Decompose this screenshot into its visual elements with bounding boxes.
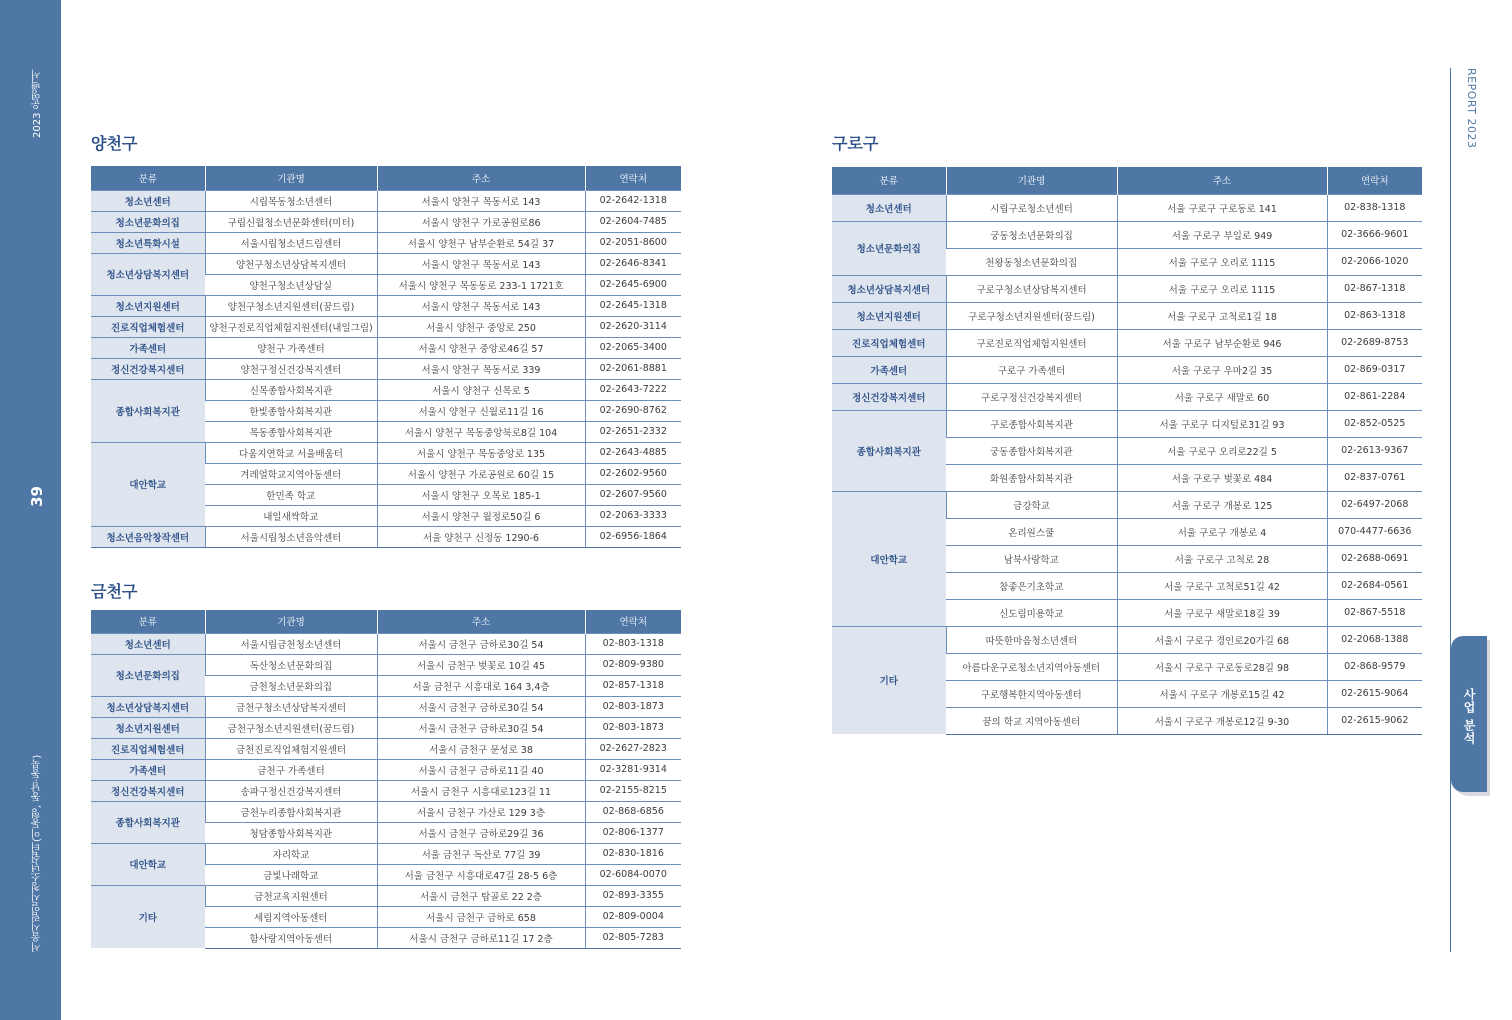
table-geumcheon — [91, 610, 681, 949]
table-row — [91, 316, 681, 337]
name-cell: 양천구 가족센터 — [205, 337, 377, 358]
name-cell: 구로구청소년지원센터(꿈드림) — [946, 302, 1117, 329]
phone-cell: 02-803-1873 — [585, 696, 681, 717]
category-cell: 가족센터 — [832, 356, 946, 383]
address-cell: 서울 구로구 디지털로31길 93 — [1117, 410, 1327, 437]
address-cell: 서울시 양천구 중앙로 250 — [377, 316, 585, 337]
table-header-row — [91, 610, 681, 633]
address-cell: 서울 금천구 시흥대로 164 3,4층 — [377, 675, 585, 696]
address-cell: 서울시 양천구 신목로 5 — [377, 379, 585, 400]
category-cell: 가족센터 — [91, 337, 205, 358]
name-cell: 따뜻한마음청소년센터 — [946, 626, 1117, 653]
address-cell: 서울시 양천구 월정로50길 6 — [377, 505, 585, 526]
table-row — [91, 253, 681, 274]
name-cell: 구로행복한지역아동센터 — [946, 680, 1117, 707]
phone-cell: 02-806-1377 — [585, 822, 681, 843]
category-cell: 청소년지원센터 — [91, 295, 205, 316]
name-cell: 서울시립청소년드림센터 — [205, 232, 377, 253]
phone-cell: 02-857-1318 — [585, 675, 681, 696]
address-cell: 서울 구로구 부일로 949 — [1117, 221, 1327, 248]
category-cell: 청소년음악창작센터 — [91, 526, 205, 547]
table-row — [91, 526, 681, 547]
name-cell: 금천구 가족센터 — [205, 759, 377, 780]
phone-cell: 02-869-0317 — [1327, 356, 1422, 383]
phone-cell: 02-2615-9064 — [1327, 680, 1422, 707]
category-cell: 가족센터 — [91, 759, 205, 780]
address-cell: 서울 금천구 독산로 77길 39 — [377, 843, 585, 864]
category-cell: 정신건강복지센터 — [832, 383, 946, 410]
table-row — [832, 626, 1422, 653]
divider-line — [1450, 68, 1451, 952]
phone-cell: 02-2651-2332 — [585, 421, 681, 442]
table-row — [91, 379, 681, 400]
address-cell: 서울시 양천구 목동서로 339 — [377, 358, 585, 379]
address-cell: 서울 구로구 남부순환로 946 — [1117, 329, 1327, 356]
category-cell: 청소년지원센터 — [91, 717, 205, 738]
address-cell: 서울 구로구 고척로1길 18 — [1117, 302, 1327, 329]
table-header-row — [91, 166, 681, 190]
address-cell: 서울시 구로구 구로동로28길 98 — [1117, 653, 1327, 680]
address-cell: 서울 구로구 우마2길 35 — [1117, 356, 1327, 383]
side-tab-label: 사업 분석 — [1462, 688, 1476, 746]
name-cell: 겨레얼학교지역아동센터 — [205, 463, 377, 484]
name-cell: 양천구청소년지원센터(꿈드림) — [205, 295, 377, 316]
phone-cell: 02-2645-1318 — [585, 295, 681, 316]
address-cell: 서울 구로구 새말로 60 — [1117, 383, 1327, 410]
address-cell: 서울시 양천구 오목로 185-1 — [377, 484, 585, 505]
address-cell: 서울 구로구 오리로22길 5 — [1117, 437, 1327, 464]
phone-cell: 02-868-9579 — [1327, 653, 1422, 680]
table-row — [91, 738, 681, 759]
name-cell: 금천진로직업체험지원센터 — [205, 738, 377, 759]
phone-cell: 02-2627-2823 — [585, 738, 681, 759]
address-cell: 서울 구로구 벚꽃로 484 — [1117, 464, 1327, 491]
name-cell: 신목종합사회복지관 — [205, 379, 377, 400]
name-cell: 천왕동청소년문화의집 — [946, 248, 1117, 275]
name-cell: 금빛나래학교 — [205, 864, 377, 885]
category-cell: 종합사회복지관 — [91, 379, 205, 442]
phone-cell: 02-2607-9560 — [585, 484, 681, 505]
name-cell: 서울시립금천청소년센터 — [205, 633, 377, 654]
category-cell: 청소년특화시설 — [91, 232, 205, 253]
category-cell: 청소년상담복지센터 — [91, 696, 205, 717]
phone-cell: 02-2645-6900 — [585, 274, 681, 295]
phone-cell: 02-2646-8341 — [585, 253, 681, 274]
address-cell: 서울시 금천구 금하로29길 36 — [377, 822, 585, 843]
table-row — [91, 337, 681, 358]
address-cell: 서울시 금천구 금하로11길 40 — [377, 759, 585, 780]
address-cell: 서울 구로구 구로동로 141 — [1117, 194, 1327, 221]
category-cell: 청소년센터 — [91, 190, 205, 211]
table-row — [91, 780, 681, 801]
table-row — [832, 383, 1422, 410]
address-cell: 서울시 양천구 목동중앙북로8길 104 — [377, 421, 585, 442]
table-row — [91, 633, 681, 654]
address-cell: 서울시 양천구 목동서로 143 — [377, 295, 585, 316]
category-cell: 정신건강복지센터 — [91, 780, 205, 801]
category-cell: 기타 — [832, 626, 946, 734]
address-cell: 서울시 금천구 금하로11길 17 2층 — [377, 927, 585, 948]
table-row — [91, 717, 681, 738]
table-row — [91, 696, 681, 717]
address-cell: 서울시 구로구 개봉로12길 9-30 — [1117, 707, 1327, 734]
name-cell: 구로종합사회복지관 — [946, 410, 1117, 437]
name-cell: 구로구정신건강복지센터 — [946, 383, 1117, 410]
address-cell: 서울시 금천구 금하로30길 54 — [377, 717, 585, 738]
phone-cell: 02-2155-8215 — [585, 780, 681, 801]
phone-cell: 02-838-1318 — [1327, 194, 1422, 221]
phone-cell: 02-2642-1318 — [585, 190, 681, 211]
header-name: 기관명 — [205, 166, 377, 190]
address-cell: 서울 구로구 고척로51길 42 — [1117, 572, 1327, 599]
table-row — [91, 232, 681, 253]
phone-cell: 02-2689-8753 — [1327, 329, 1422, 356]
phone-cell: 02-837-0761 — [1327, 464, 1422, 491]
address-cell: 서울 구로구 오리로 1115 — [1117, 248, 1327, 275]
table-row — [832, 302, 1422, 329]
name-cell: 구로구청소년상담복지센터 — [946, 275, 1117, 302]
name-cell: 양천구청소년상담복지센터 — [205, 253, 377, 274]
category-cell: 종합사회복지관 — [91, 801, 205, 843]
table-row — [91, 843, 681, 864]
category-cell: 정신건강복지센터 — [91, 358, 205, 379]
name-cell: 한빛종합사회복지관 — [205, 400, 377, 421]
year-title: 2023 운영백서 — [32, 69, 43, 138]
header-name: 기관명 — [946, 167, 1117, 194]
name-cell: 꿈의 학교 지역아동센터 — [946, 707, 1117, 734]
table-row — [832, 491, 1422, 518]
address-cell: 서울시 금천구 탑골로 22 2층 — [377, 885, 585, 906]
table-row — [832, 275, 1422, 302]
header-address: 주소 — [1117, 167, 1327, 194]
header-category: 분류 — [91, 610, 205, 633]
name-cell: 구로구 가족센터 — [946, 356, 1117, 383]
category-cell: 청소년문화의집 — [91, 211, 205, 232]
address-cell: 서울 구로구 새말로18길 39 — [1117, 599, 1327, 626]
address-cell: 서울 구로구 오리로 1115 — [1117, 275, 1327, 302]
category-cell: 청소년지원센터 — [832, 302, 946, 329]
address-cell: 서울시 금천구 가산로 129 3층 — [377, 801, 585, 822]
address-cell: 서울시 구로구 경인로20가길 68 — [1117, 626, 1327, 653]
address-cell: 서울시 금천구 벚꽃로 10길 45 — [377, 654, 585, 675]
name-cell: 신도림미용학교 — [946, 599, 1117, 626]
name-cell: 구립신월청소년문화센터(미터) — [205, 211, 377, 232]
phone-cell: 02-2065-3400 — [585, 337, 681, 358]
header-phone: 연락처 — [585, 166, 681, 190]
phone-cell: 02-863-1318 — [1327, 302, 1422, 329]
org-title: 서울시립일시청소년쉼터(이동형, 동남·동북) — [32, 754, 43, 952]
phone-cell: 02-2684-0561 — [1327, 572, 1422, 599]
phone-cell: 02-2068-1388 — [1327, 626, 1422, 653]
name-cell: 궁동종합사회복지관 — [946, 437, 1117, 464]
category-cell: 청소년문화의집 — [832, 221, 946, 275]
address-cell: 서울시 양천구 목동서로 143 — [377, 253, 585, 274]
address-cell: 서울시 금천구 금하로30길 54 — [377, 696, 585, 717]
category-cell: 진로직업체험센터 — [91, 738, 205, 759]
phone-cell: 02-852-0525 — [1327, 410, 1422, 437]
name-cell: 청담종합사회복지관 — [205, 822, 377, 843]
address-cell: 서울시 금천구 금하로30길 54 — [377, 633, 585, 654]
category-cell: 대안학교 — [832, 491, 946, 626]
phone-cell: 02-2051-8600 — [585, 232, 681, 253]
header-category: 분류 — [832, 167, 946, 194]
table-row — [832, 410, 1422, 437]
phone-cell: 02-805-7283 — [585, 927, 681, 948]
header-address: 주소 — [377, 166, 585, 190]
table-header-row — [832, 167, 1422, 194]
name-cell: 남북사랑학교 — [946, 545, 1117, 572]
phone-cell: 02-867-1318 — [1327, 275, 1422, 302]
category-cell: 대안학교 — [91, 442, 205, 526]
name-cell: 시립구로청소년센터 — [946, 194, 1117, 221]
phone-cell: 02-2688-0691 — [1327, 545, 1422, 572]
table-row — [91, 358, 681, 379]
header-address: 주소 — [377, 610, 585, 633]
category-cell: 청소년문화의집 — [91, 654, 205, 696]
phone-cell: 02-2620-3114 — [585, 316, 681, 337]
address-cell: 서울시 양천구 목동서로 143 — [377, 190, 585, 211]
category-cell: 대안학교 — [91, 843, 205, 885]
side-tab[interactable] — [1451, 636, 1487, 792]
address-cell: 서울 구로구 개봉로 4 — [1117, 518, 1327, 545]
address-cell: 서울시 양천구 가로공원로86 — [377, 211, 585, 232]
table-row — [91, 442, 681, 463]
phone-cell: 02-861-2284 — [1327, 383, 1422, 410]
table-row — [832, 356, 1422, 383]
name-cell: 자리학교 — [205, 843, 377, 864]
category-cell: 청소년센터 — [832, 194, 946, 221]
table-row — [91, 211, 681, 232]
phone-cell: 02-6084-0070 — [585, 864, 681, 885]
name-cell: 시립목동청소년센터 — [205, 190, 377, 211]
address-cell: 서울시 양천구 목동중앙로 135 — [377, 442, 585, 463]
table-row — [91, 801, 681, 822]
phone-cell: 02-3281-9314 — [585, 759, 681, 780]
phone-cell: 02-2643-7222 — [585, 379, 681, 400]
category-cell: 기타 — [91, 885, 205, 948]
table-yangcheon — [91, 166, 681, 548]
phone-cell: 070-4477-6636 — [1327, 518, 1422, 545]
name-cell: 내일새싹학교 — [205, 505, 377, 526]
table-row — [832, 329, 1422, 356]
category-cell: 종합사회복지관 — [832, 410, 946, 491]
phone-cell: 02-2643-4885 — [585, 442, 681, 463]
phone-cell: 02-2602-9560 — [585, 463, 681, 484]
name-cell: 독산청소년문화의집 — [205, 654, 377, 675]
header-category: 분류 — [91, 166, 205, 190]
name-cell: 양천구정신건강복지센터 — [205, 358, 377, 379]
phone-cell: 02-2613-9367 — [1327, 437, 1422, 464]
phone-cell: 02-2615-9062 — [1327, 707, 1422, 734]
address-cell: 서울시 양천구 가로공원로 60길 15 — [377, 463, 585, 484]
table-row — [91, 295, 681, 316]
address-cell: 서울시 양천구 중앙로46길 57 — [377, 337, 585, 358]
name-cell: 온리원스쿨 — [946, 518, 1117, 545]
name-cell: 구로진로직업체험지원센터 — [946, 329, 1117, 356]
address-cell: 서울 양천구 신정동 1290-6 — [377, 526, 585, 547]
name-cell: 함사랑지역아동센터 — [205, 927, 377, 948]
address-cell: 서울시 금천구 문성로 38 — [377, 738, 585, 759]
category-cell: 청소년상담복지센터 — [91, 253, 205, 295]
name-cell: 금천누리종합사회복지관 — [205, 801, 377, 822]
header-name: 기관명 — [205, 610, 377, 633]
address-cell: 서울 금천구 시흥대로47길 28-5 6층 — [377, 864, 585, 885]
header-phone: 연락처 — [585, 610, 681, 633]
address-cell: 서울 구로구 개봉로 125 — [1117, 491, 1327, 518]
name-cell: 금천청소년문화의집 — [205, 675, 377, 696]
table-row — [91, 759, 681, 780]
table-row — [91, 885, 681, 906]
address-cell: 서울 구로구 고척로 28 — [1117, 545, 1327, 572]
table-guro — [832, 167, 1422, 735]
phone-cell: 02-2066-1020 — [1327, 248, 1422, 275]
name-cell: 서울시립청소년음악센터 — [205, 526, 377, 547]
phone-cell: 02-2690-8762 — [585, 400, 681, 421]
phone-cell: 02-809-0004 — [585, 906, 681, 927]
address-cell: 서울시 양천구 신월로11길 16 — [377, 400, 585, 421]
report-label: REPORT 2023 — [1465, 68, 1478, 149]
name-cell: 목동종합사회복지관 — [205, 421, 377, 442]
table-row — [832, 194, 1422, 221]
table-row — [91, 654, 681, 675]
section-title-yangcheon: 양천구 — [91, 134, 138, 153]
category-cell: 청소년상담복지센터 — [832, 275, 946, 302]
category-cell: 청소년센터 — [91, 633, 205, 654]
phone-cell: 02-2061-8881 — [585, 358, 681, 379]
address-cell: 서울시 양천구 남부순환로 54길 37 — [377, 232, 585, 253]
page-number: 39 — [28, 486, 46, 507]
phone-cell: 02-2604-7485 — [585, 211, 681, 232]
phone-cell: 02-809-9380 — [585, 654, 681, 675]
name-cell: 세림지역아동센터 — [205, 906, 377, 927]
category-cell: 진로직업체험센터 — [832, 329, 946, 356]
section-title-guro: 구로구 — [832, 134, 879, 153]
name-cell: 금천구청소년지원센터(꿈드림) — [205, 717, 377, 738]
phone-cell: 02-3666-9601 — [1327, 221, 1422, 248]
phone-cell: 02-6956-1864 — [585, 526, 681, 547]
name-cell: 양천구진로직업체험지원센터(내일그림) — [205, 316, 377, 337]
phone-cell: 02-867-5518 — [1327, 599, 1422, 626]
name-cell: 다움지연학교 서울배움터 — [205, 442, 377, 463]
name-cell: 양천구청소년상담실 — [205, 274, 377, 295]
header-phone: 연락처 — [1327, 167, 1422, 194]
phone-cell: 02-803-1873 — [585, 717, 681, 738]
address-cell: 서울시 양천구 목동동로 233-1 1721호 — [377, 274, 585, 295]
name-cell: 금강학교 — [946, 491, 1117, 518]
name-cell: 궁동청소년문화의집 — [946, 221, 1117, 248]
phone-cell: 02-803-1318 — [585, 633, 681, 654]
name-cell: 금천구청소년상담복지센터 — [205, 696, 377, 717]
category-cell: 진로직업체험센터 — [91, 316, 205, 337]
phone-cell: 02-2063-3333 — [585, 505, 681, 526]
address-cell: 서울시 구로구 개봉로15길 42 — [1117, 680, 1327, 707]
section-title-geumcheon: 금천구 — [91, 582, 138, 601]
table-row — [91, 190, 681, 211]
name-cell: 송파구정신건강복지센터 — [205, 780, 377, 801]
name-cell: 화원종합사회복지관 — [946, 464, 1117, 491]
name-cell: 참좋은기초학교 — [946, 572, 1117, 599]
address-cell: 서울시 금천구 금하로 658 — [377, 906, 585, 927]
phone-cell: 02-868-6856 — [585, 801, 681, 822]
name-cell: 금천교육지원센터 — [205, 885, 377, 906]
name-cell: 아름다운구로청소년지역아동센터 — [946, 653, 1117, 680]
phone-cell: 02-893-3355 — [585, 885, 681, 906]
name-cell: 한민족 학교 — [205, 484, 377, 505]
table-row — [832, 221, 1422, 248]
phone-cell: 02-830-1816 — [585, 843, 681, 864]
address-cell: 서울시 금천구 시흥대로123길 11 — [377, 780, 585, 801]
phone-cell: 02-6497-2068 — [1327, 491, 1422, 518]
